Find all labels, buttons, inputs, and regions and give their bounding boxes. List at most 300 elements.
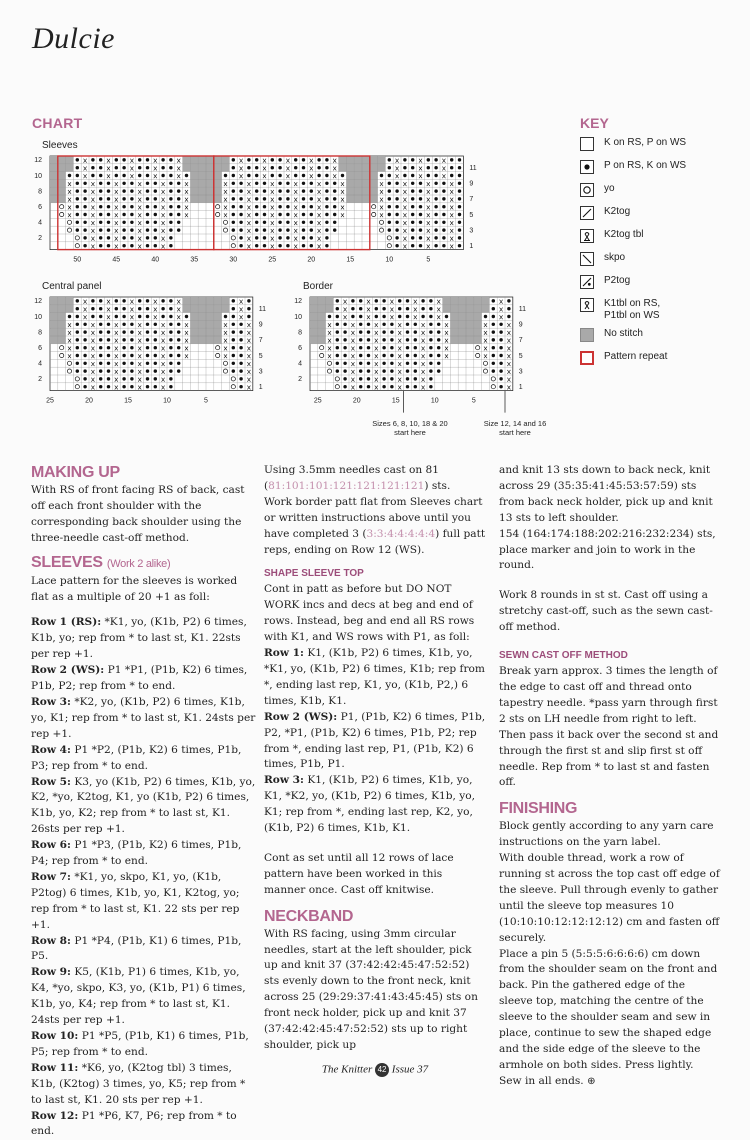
purl-cell — [107, 362, 110, 365]
purl-cell — [333, 221, 336, 224]
purl-cell — [458, 174, 461, 177]
purl-cell — [122, 182, 125, 185]
instruction-row — [264, 646, 486, 710]
chart-heading: CHART — [32, 115, 83, 131]
border-text — [264, 495, 486, 559]
row-tick-label: 2 — [298, 376, 302, 384]
column-tick-label: 15 — [391, 397, 400, 405]
no-stitch-cell — [339, 164, 347, 172]
row-text: *K1, yo, (K1b, P2) 6 times, K1b, yo; rep from * to last st, K1. 22sts per rep +1. — [31, 616, 247, 661]
neckband-continued: and knit 13 sts down to back neck, knit across 29 (35:35:41:45:53:57:59) sts from back neck holder, pick up and knit 13 sts to left shoulder. — [499, 464, 713, 524]
purl-cell — [375, 315, 378, 318]
purl-cell — [146, 166, 149, 169]
column-tick-label: 25 — [46, 397, 54, 405]
purl-cell — [76, 228, 79, 231]
purl-cell — [499, 323, 502, 326]
no-stitch-cell — [354, 179, 362, 187]
no-stitch-cell — [214, 187, 222, 195]
purl-cell — [99, 166, 102, 169]
purl-cell — [419, 189, 422, 192]
purl-cell — [107, 354, 110, 357]
purl-cell — [310, 228, 313, 231]
purl-cell — [359, 354, 362, 357]
instruction-row — [31, 695, 256, 743]
instruction-row — [31, 965, 256, 1029]
sleeve-top-rows-list — [264, 646, 486, 837]
purl-cell — [341, 174, 344, 177]
no-stitch-cell — [354, 156, 362, 164]
purl-cell — [130, 369, 133, 372]
no-stitch-cell — [346, 172, 354, 180]
purl-cell — [310, 197, 313, 200]
purl-cell — [403, 166, 406, 169]
purl-cell — [390, 330, 393, 333]
no-stitch-cell — [50, 164, 58, 172]
purl-cell — [169, 182, 172, 185]
purl-cell — [382, 354, 385, 357]
purl-cell — [403, 158, 406, 161]
purl-cell — [122, 213, 125, 216]
purl-cell — [99, 221, 102, 224]
twisted-square-icon — [580, 229, 594, 243]
purl-cell — [76, 166, 79, 169]
purl-cell — [107, 197, 110, 200]
purl-cell — [442, 213, 445, 216]
no-stitch-cell — [482, 305, 490, 313]
purl-cell — [398, 307, 401, 310]
purl-cell — [83, 213, 86, 216]
neckband-stitch-count: 154 (164:174:188:202:216:232:234) sts, place marker and join to work in the round. — [499, 527, 716, 572]
column-tick-label: 10 — [430, 397, 439, 405]
no-stitch-cell — [310, 336, 318, 344]
purl-cell — [146, 182, 149, 185]
purl-cell — [429, 369, 432, 372]
instruction-row — [31, 838, 256, 870]
purl-cell — [325, 166, 328, 169]
sleeves-subheading: (Work 2 alike) — [106, 557, 171, 570]
purl-cell — [83, 182, 86, 185]
purl-cell — [177, 369, 180, 372]
no-stitch-cell — [183, 156, 191, 164]
purl-cell — [232, 213, 235, 216]
purl-cell — [403, 174, 406, 177]
purl-cell — [325, 174, 328, 177]
no-stitch-cell — [190, 187, 198, 195]
no-stitch-cell — [58, 164, 66, 172]
row-tick-label: 3 — [258, 368, 263, 376]
purl-cell — [484, 315, 487, 318]
purl-cell — [99, 377, 102, 380]
purl-cell — [492, 338, 495, 341]
no-stitch-cell — [443, 305, 451, 313]
row-tick-label: 4 — [38, 219, 42, 227]
purl-cell — [310, 205, 313, 208]
purl-cell — [263, 197, 266, 200]
purl-cell — [302, 228, 305, 231]
purl-cell — [458, 182, 461, 185]
purl-cell — [286, 244, 289, 247]
purl-cell — [434, 197, 437, 200]
purl-cell — [255, 244, 258, 247]
purl-cell — [333, 182, 336, 185]
purl-cell — [458, 228, 461, 231]
purl-cell — [169, 354, 172, 357]
purl-cell — [232, 158, 235, 161]
size-note-right — [475, 419, 555, 437]
purl-cell — [317, 166, 320, 169]
purl-cell — [107, 228, 110, 231]
no-stitch-cell — [310, 328, 318, 336]
purl-cell — [99, 213, 102, 216]
no-stitch-cell — [206, 164, 214, 172]
key-label: P on RS, K on WS — [604, 160, 687, 171]
purl-cell — [429, 385, 432, 388]
no-stitch-cell — [58, 328, 66, 336]
key-item-k2tog-tbl — [580, 229, 686, 252]
instruction-row — [31, 934, 256, 966]
backslash-square-icon — [580, 252, 594, 266]
purl-cell — [146, 323, 149, 326]
purl-cell — [122, 362, 125, 365]
no-stitch-cell — [50, 156, 58, 164]
purl-cell — [395, 244, 398, 247]
no-stitch-cell — [362, 164, 370, 172]
purl-cell — [302, 213, 305, 216]
purl-cell — [76, 182, 79, 185]
no-stitch-cell — [183, 164, 191, 172]
no-stitch-cell — [466, 305, 474, 313]
purl-cell — [169, 197, 172, 200]
purl-cell — [169, 236, 172, 239]
purl-cell — [263, 205, 266, 208]
row-tick-label: 11 — [469, 165, 477, 173]
purl-cell — [169, 369, 172, 372]
purl-cell — [351, 315, 354, 318]
row-label: Row 2 (WS): — [31, 664, 105, 677]
cast-on-text — [264, 463, 486, 495]
purl-cell — [263, 236, 266, 239]
column-tick-label: 15 — [124, 397, 132, 405]
purl-cell — [122, 205, 125, 208]
purl-cell — [390, 377, 393, 380]
no-stitch-cell — [214, 328, 222, 336]
row-tick-label: 1 — [518, 384, 523, 392]
purl-cell — [411, 244, 414, 247]
purl-cell — [442, 182, 445, 185]
purl-cell — [395, 189, 398, 192]
purl-cell — [442, 221, 445, 224]
row-label: Row 8: — [31, 934, 71, 947]
purl-cell — [232, 174, 235, 177]
purl-cell — [138, 299, 141, 302]
purl-cell — [507, 299, 510, 302]
purl-cell — [76, 197, 79, 200]
purl-cell — [380, 174, 383, 177]
purl-cell — [492, 323, 495, 326]
purl-cell — [434, 228, 437, 231]
no-stitch-cell — [50, 179, 58, 187]
purl-cell — [83, 338, 86, 341]
purl-cell — [278, 236, 281, 239]
purl-cell — [286, 228, 289, 231]
no-stitch-cell — [190, 328, 198, 336]
page-number: 42 — [375, 1063, 389, 1077]
purl-cell — [83, 354, 86, 357]
purl-cell — [169, 299, 172, 302]
purl-cell — [302, 221, 305, 224]
no-stitch-cell — [474, 328, 482, 336]
purl-cell — [154, 377, 157, 380]
purl-cell — [414, 338, 417, 341]
purl-cell — [395, 228, 398, 231]
purl-cell — [359, 385, 362, 388]
purl-cell — [310, 244, 313, 247]
no-stitch-cell — [346, 179, 354, 187]
no-stitch-cell — [58, 172, 66, 180]
purl-cell — [325, 189, 328, 192]
purl-cell — [169, 213, 172, 216]
purl-cell — [122, 236, 125, 239]
purl-cell — [99, 362, 102, 365]
row-text: P1, (P1b, K2) 6 times, P1b, P2, *P1, (P1b, K2) 6 times, P1b, P2; rep from *, ending last rep, P1, (P1b, K2) 6 times, P1b, P1. — [264, 710, 486, 771]
purl-cell — [91, 166, 94, 169]
purl-cell — [411, 182, 414, 185]
purl-cell — [76, 299, 79, 302]
purl-cell — [302, 236, 305, 239]
purl-cell — [68, 315, 71, 318]
purl-cell — [154, 205, 157, 208]
purl-cell — [336, 323, 339, 326]
purl-cell — [263, 213, 266, 216]
no-stitch-cell — [190, 164, 198, 172]
purl-cell — [359, 315, 362, 318]
purl-cell — [107, 205, 110, 208]
purl-cell — [302, 174, 305, 177]
purl-cell — [107, 377, 110, 380]
purl-cell — [406, 377, 409, 380]
no-stitch-cell — [214, 195, 222, 203]
purl-cell — [91, 174, 94, 177]
purl-cell — [99, 236, 102, 239]
row-text: K3, yo (K1b, P2) 6 times, K1b, yo, K2, *yo, K2tog, K1, yo (K1b, P2) 6 times, K1b, yo, K2; rep from * to last st, K1. 26sts per rep +1. — [31, 775, 256, 836]
no-stitch-cell — [206, 195, 214, 203]
row-tick-label: 8 — [38, 329, 42, 337]
purl-cell — [122, 330, 125, 333]
purl-cell — [388, 213, 391, 216]
sleeves-grid — [50, 156, 463, 250]
purl-cell — [239, 244, 242, 247]
purl-cell — [388, 228, 391, 231]
purl-cell — [411, 197, 414, 200]
purl-cell — [382, 369, 385, 372]
no-stitch-cell — [190, 195, 198, 203]
no-stitch-cell — [58, 320, 66, 328]
purl-cell — [83, 189, 86, 192]
no-stitch-cell — [58, 336, 66, 344]
purl-cell — [130, 221, 133, 224]
no-stitch-cell — [339, 156, 347, 164]
row-label: Row 9: — [31, 966, 71, 979]
purl-cell — [146, 354, 149, 357]
no-stitch-cell — [450, 336, 458, 344]
purl-cell — [343, 338, 346, 341]
purl-cell — [458, 158, 461, 161]
no-stitch-cell — [310, 313, 318, 321]
no-stitch-cell — [474, 320, 482, 328]
no-stitch-cell — [214, 297, 222, 305]
no-stitch-cell — [318, 313, 326, 321]
purl-cell — [359, 299, 362, 302]
no-stitch-cell — [474, 297, 482, 305]
purl-cell — [278, 228, 281, 231]
no-stitch-cell — [450, 328, 458, 336]
no-stitch-cell — [370, 172, 378, 180]
purl-cell — [294, 174, 297, 177]
purl-cell — [83, 330, 86, 333]
purl-cell — [437, 330, 440, 333]
column-tick-label: 5 — [471, 397, 476, 405]
column-tick-label: 40 — [151, 256, 160, 264]
no-stitch-cell — [214, 164, 222, 172]
purl-cell — [76, 362, 79, 365]
purl-cell — [507, 307, 510, 310]
purl-cell — [414, 377, 417, 380]
purl-cell — [83, 346, 86, 349]
row-text: K5, (K1b, P1) 6 times, K1b, yo, K4, *yo, skpo, K3, yo, (K1b, P1) 6 times, K1b, yo, K4; rep from * to last st, K1. 24sts per rep +1. — [31, 966, 246, 1027]
purl-cell — [169, 315, 172, 318]
purl-cell — [76, 158, 79, 161]
purl-cell — [99, 323, 102, 326]
no-stitch-cell — [66, 297, 74, 305]
purl-cell — [388, 182, 391, 185]
purl-cell — [458, 166, 461, 169]
purl-cell — [177, 323, 180, 326]
purl-cell — [359, 346, 362, 349]
purl-cell — [419, 221, 422, 224]
no-stitch-cell — [198, 156, 206, 164]
no-stitch-cell — [58, 156, 66, 164]
no-stitch-cell — [198, 164, 206, 172]
purl-cell — [406, 362, 409, 365]
purl-cell — [395, 205, 398, 208]
purl-cell — [411, 213, 414, 216]
purl-cell — [130, 323, 133, 326]
purl-cell — [382, 299, 385, 302]
purl-cell — [232, 323, 235, 326]
purl-cell — [434, 236, 437, 239]
purl-cell — [239, 323, 242, 326]
purl-cell — [442, 236, 445, 239]
purl-cell — [336, 315, 339, 318]
purl-cell — [130, 228, 133, 231]
purl-cell — [154, 362, 157, 365]
sleeves-chart-label: Sleeves — [42, 140, 78, 151]
purl-cell — [138, 174, 141, 177]
finishing-text-1: Block gently according to any yarn care instructions on the yarn label. — [499, 820, 714, 849]
purl-cell — [419, 244, 422, 247]
purl-cell — [239, 182, 242, 185]
purl-cell — [429, 346, 432, 349]
key-label: Pattern repeat — [604, 351, 668, 362]
size-note-right-line1: Size 12, 14 and 16 — [483, 419, 547, 428]
no-stitch-cell — [190, 172, 198, 180]
purl-cell — [169, 244, 172, 247]
purl-cell — [359, 338, 362, 341]
purl-cell — [107, 346, 110, 349]
purl-cell — [146, 197, 149, 200]
purl-cell — [317, 174, 320, 177]
purl-cell — [232, 330, 235, 333]
page-title: Dulcie — [32, 22, 115, 55]
row-text: *K1, yo, skpo, K1, yo, (K1b, P2tog) 6 times, K1b, yo, K1, K2tog, yo; rep from * to last st, K1. 22 sts per rep +1. — [31, 870, 240, 931]
no-stitch-cell — [206, 320, 214, 328]
purl-cell — [232, 307, 235, 310]
instruction-row — [31, 870, 256, 934]
purl-cell — [154, 385, 157, 388]
column-tick-label: 5 — [426, 256, 431, 264]
purl-cell — [122, 189, 125, 192]
purl-cell — [458, 205, 461, 208]
no-stitch-cell — [222, 164, 230, 172]
purl-cell — [336, 299, 339, 302]
purl-cell — [286, 213, 289, 216]
purl-cell — [382, 315, 385, 318]
no-stitch-cell — [458, 313, 466, 321]
purl-cell — [411, 228, 414, 231]
no-stitch-cell — [190, 156, 198, 164]
purl-cell — [411, 166, 414, 169]
no-stitch-cell — [214, 156, 222, 164]
purl-cell — [390, 362, 393, 365]
purl-cell — [450, 158, 453, 161]
purl-cell — [76, 330, 79, 333]
no-stitch-cell — [50, 297, 58, 305]
purl-cell — [434, 174, 437, 177]
purl-cell — [419, 205, 422, 208]
purl-cell — [122, 354, 125, 357]
purl-cell — [146, 205, 149, 208]
purl-cell — [146, 330, 149, 333]
circle-square-icon — [580, 183, 594, 197]
no-stitch-cell — [466, 328, 474, 336]
purl-cell — [169, 189, 172, 192]
purl-cell — [390, 323, 393, 326]
purl-cell — [232, 182, 235, 185]
purl-cell — [130, 362, 133, 365]
purl-cell — [154, 354, 157, 357]
purl-cell — [278, 244, 281, 247]
purl-cell — [161, 174, 164, 177]
no-stitch-cell — [354, 195, 362, 203]
no-stitch-cell — [50, 328, 58, 336]
purl-cell — [406, 385, 409, 388]
purl-cell — [442, 197, 445, 200]
purl-cell — [177, 213, 180, 216]
purl-cell — [99, 354, 102, 357]
purl-cell — [177, 338, 180, 341]
neckband-heading: NECKBAND — [264, 907, 354, 925]
purl-cell — [107, 369, 110, 372]
purl-cell — [177, 330, 180, 333]
purl-cell — [414, 362, 417, 365]
purl-cell — [434, 182, 437, 185]
no-stitch-cell — [362, 156, 370, 164]
purl-cell — [130, 377, 133, 380]
purl-cell — [492, 307, 495, 310]
purl-cell — [450, 166, 453, 169]
purl-cell — [263, 182, 266, 185]
purl-cell — [239, 197, 242, 200]
